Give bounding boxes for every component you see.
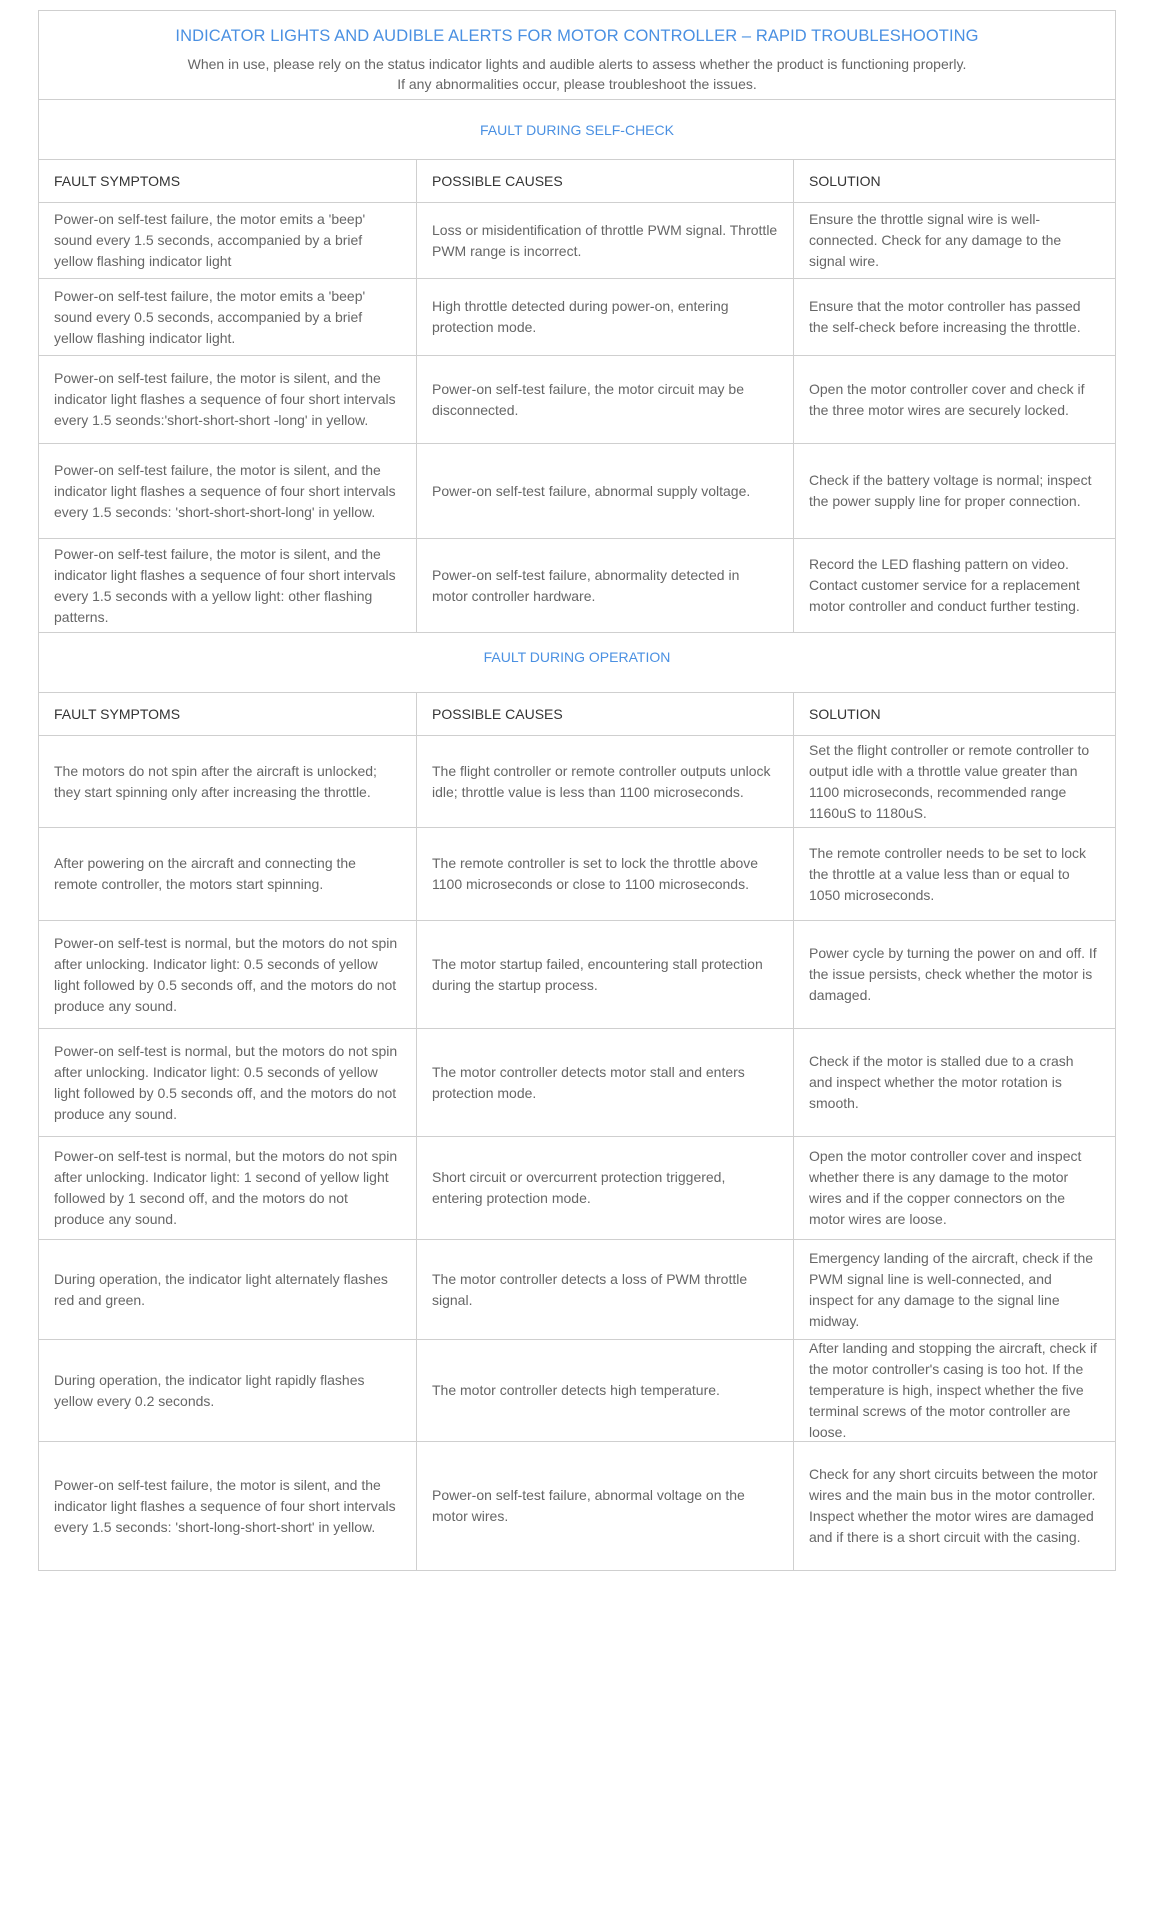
solution-cell: Open the motor controller cover and check if the three motor wires are securely locked. xyxy=(809,380,1085,418)
column-header-symptoms: FAULT SYMPTOMS xyxy=(39,160,417,202)
column-header-solution: SOLUTION xyxy=(809,705,881,722)
table-row xyxy=(39,736,1115,828)
table-row xyxy=(39,356,1115,444)
symptom-cell: During operation, the indicator light alternately flashes red and green. xyxy=(39,1240,417,1339)
symptom-cell: Power-on self-test is normal, but the motors do not spin after unlocking. Indicator light: 0.5 seconds of yellow light followed by 0.5 seconds off, and the motors do not produce any sound. xyxy=(39,921,417,1028)
solution-cell: Ensure the throttle signal wire is well-connected. Check for any damage to the signal wire. xyxy=(809,211,1062,269)
operation-rows xyxy=(39,736,1115,1570)
table-row xyxy=(39,1137,1115,1240)
cause-cell: Power-on self-test failure, abnormal supply voltage. xyxy=(417,444,794,538)
solution-cell: Open the motor controller cover and inspect whether there is any damage to the motor wires and if the copper connectors on the motor wires are loose. xyxy=(809,1148,1082,1227)
page-title: INDICATOR LIGHTS AND AUDIBLE ALERTS FOR MOTOR CONTROLLER – RAPID TROUBLESHOOTING xyxy=(175,27,979,45)
symptom-cell: Power-on self-test failure, the motor is silent, and the indicator light flashes a sequence of four short intervals every 1.5 seonds:'short-short-short -long' in yellow. xyxy=(39,356,417,443)
cause-cell: Short circuit or overcurrent protection triggered, entering protection mode. xyxy=(417,1137,794,1239)
cause-cell: The motor controller detects a loss of PWM throttle signal. xyxy=(417,1240,794,1339)
symptom-cell: After powering on the aircraft and connecting the remote controller, the motors start spinning. xyxy=(39,828,417,920)
table-row xyxy=(39,921,1115,1029)
cause-cell: Power-on self-test failure, the motor circuit may be disconnected. xyxy=(417,356,794,443)
cause-cell: Power-on self-test failure, abnormality detected in motor controller hardware. xyxy=(417,539,794,632)
table-row xyxy=(39,1029,1115,1137)
solution-cell: Emergency landing of the aircraft, check if the PWM signal line is well-connected, and inspect for any damage to the signal line midway. xyxy=(809,1249,1094,1329)
table-row xyxy=(39,1240,1115,1340)
solution-cell: Power cycle by turning the power on and off. If the issue persists, check whether the motor is damaged. xyxy=(809,945,1097,1003)
table-header xyxy=(39,11,1115,100)
column-header-row xyxy=(39,160,1115,203)
solution-cell: The remote controller needs to be set to lock the throttle at a value less than or equal to 1050 microseconds. xyxy=(809,844,1087,903)
cause-cell: The remote controller is set to lock the throttle above 1100 microseconds or close to 1100 microseconds. xyxy=(417,828,794,920)
self-check-rows xyxy=(39,203,1115,632)
solution-cell: Check for any short circuits between the motor wires and the main bus in the motor controller. Inspect whether the motor wires are damaged and if there is a short circuit with the casing. xyxy=(809,1466,1098,1545)
table-row xyxy=(39,279,1115,356)
troubleshooting-table xyxy=(38,10,1116,1571)
column-header-causes: POSSIBLE CAUSES xyxy=(417,693,794,735)
table-row xyxy=(39,203,1115,279)
symptom-cell: Power-on self-test is normal, but the motors do not spin after unlocking. Indicator light: 1 second of yellow light followed by 1 second off, and the motors do not produce any sound. xyxy=(39,1137,417,1239)
symptom-cell: Power-on self-test failure, the motor is silent, and the indicator light flashes a sequence of four short intervals every 1.5 seconds with a yellow light: other flashing patterns. xyxy=(39,539,417,632)
cause-cell: The motor startup failed, encountering stall protection during the startup process. xyxy=(417,921,794,1028)
cause-cell: The motor controller detects high temperature. xyxy=(417,1340,794,1441)
intro-line-2: If any abnormalities occur, please troubleshoot the issues. xyxy=(397,76,757,92)
cause-cell: The flight controller or remote controller outputs unlock idle; throttle value is less than 1100 microseconds. xyxy=(417,736,794,827)
intro-line-1: When in use, please rely on the status indicator lights and audible alerts to assess whether the product is functioning properly. xyxy=(187,56,967,72)
table-row xyxy=(39,1442,1115,1570)
symptom-cell: Power-on self-test is normal, but the motors do not spin after unlocking. Indicator light: 0.5 seconds of yellow light followed by 0.5 seconds off, and the motors do not produce any sound. xyxy=(39,1029,417,1136)
solution-cell: After landing and stopping the aircraft, check if the motor controller's casing is too hot. If the temperature is high, inspect whether the five terminal screws of the motor controller are loose. xyxy=(809,1340,1097,1440)
cause-cell: Power-on self-test failure, abnormal voltage on the motor wires. xyxy=(417,1442,794,1570)
symptom-cell: Power-on self-test failure, the motor emits a 'beep' sound every 1.5 seconds, accompanied by a brief yellow flashing indicator light xyxy=(39,203,417,278)
cause-cell: Loss or misidentification of throttle PWM signal. Throttle PWM range is incorrect. xyxy=(417,203,794,278)
solution-cell: Set the flight controller or remote controller to output idle with a throttle value greater than 1100 microseconds, recommended range 1160uS to 1180uS. xyxy=(809,741,1090,821)
column-header-symptoms: FAULT SYMPTOMS xyxy=(39,693,417,735)
column-header-solution: SOLUTION xyxy=(809,172,881,189)
section-title-operation: FAULT DURING OPERATION xyxy=(39,632,1115,693)
symptom-cell: Power-on self-test failure, the motor emits a 'beep' sound every 0.5 seconds, accompanied by a brief yellow flashing indicator light. xyxy=(39,279,417,355)
table-row xyxy=(39,828,1115,921)
solution-cell: Check if the motor is stalled due to a crash and inspect whether the motor rotation is smooth. xyxy=(809,1053,1074,1111)
cause-cell: High throttle detected during power-on, entering protection mode. xyxy=(417,279,794,355)
symptom-cell: Power-on self-test failure, the motor is silent, and the indicator light flashes a sequence of four short intervals every 1.5 seconds: 'short-long-short-short' in yellow. xyxy=(39,1442,417,1570)
column-header-row xyxy=(39,693,1115,736)
solution-cell: Ensure that the motor controller has passed the self-check before increasing the throttle. xyxy=(809,298,1081,335)
table-row xyxy=(39,539,1115,632)
section-title-self-check: FAULT DURING SELF-CHECK xyxy=(39,100,1115,160)
solution-cell: Check if the battery voltage is normal; inspect the power supply line for proper connection. xyxy=(809,472,1092,509)
symptom-cell: The motors do not spin after the aircraft is unlocked; they start spinning only after increasing the throttle. xyxy=(39,736,417,827)
solution-cell: Record the LED flashing pattern on video. Contact customer service for a replacement motor controller and conduct further testing. xyxy=(809,556,1080,614)
symptom-cell: During operation, the indicator light rapidly flashes yellow every 0.2 seconds. xyxy=(39,1340,417,1441)
table-row xyxy=(39,1340,1115,1442)
symptom-cell: Power-on self-test failure, the motor is silent, and the indicator light flashes a sequence of four short intervals every 1.5 seconds: 'short-short-short-long' in yellow. xyxy=(39,444,417,538)
column-header-causes: POSSIBLE CAUSES xyxy=(417,160,794,202)
table-row xyxy=(39,444,1115,539)
cause-cell: The motor controller detects motor stall and enters protection mode. xyxy=(417,1029,794,1136)
